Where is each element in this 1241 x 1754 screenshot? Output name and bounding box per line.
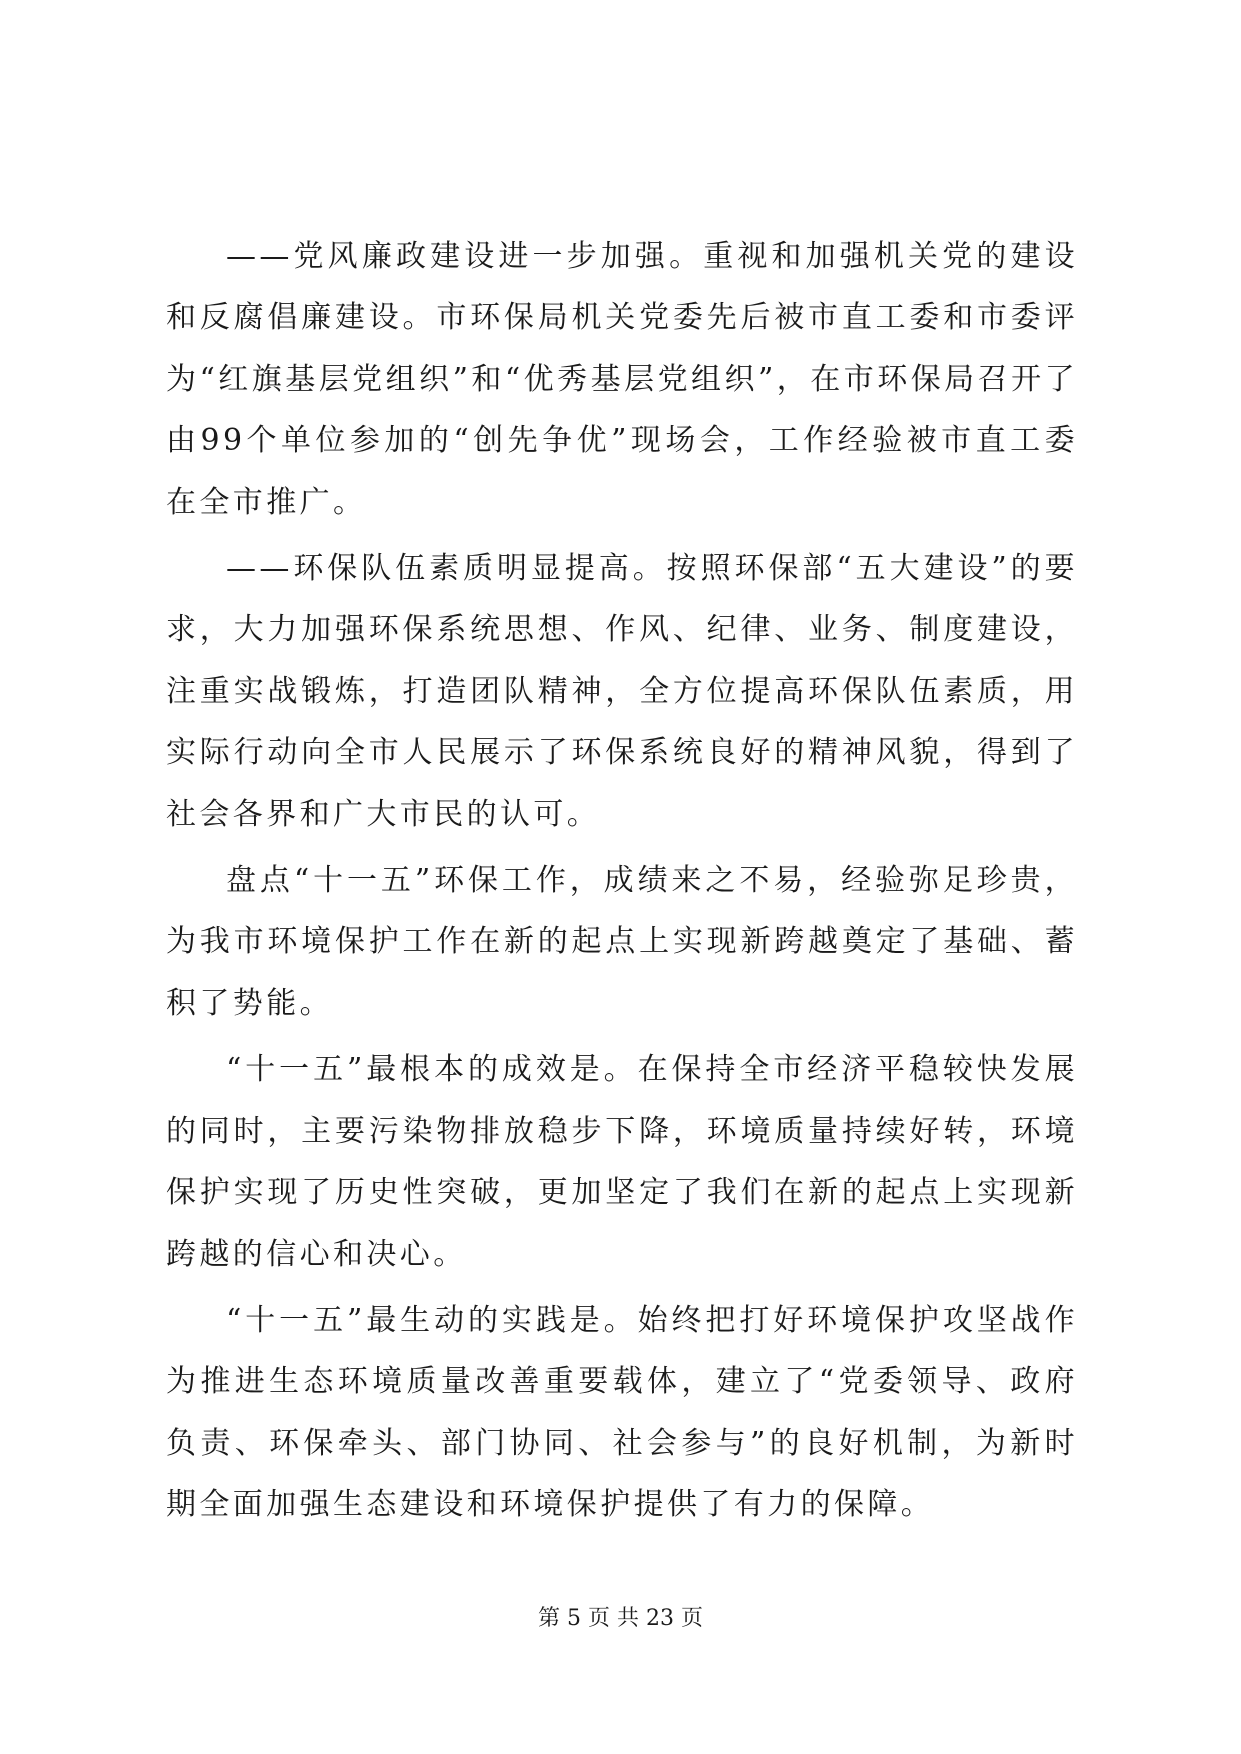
paragraph-review-summary: 盘点“十一五”环保工作，成绩来之不易，经验弥足珍贵，为我市环境保护工作在新的起点上实现新跨越奠定了基础、蓄积了势能。 [166, 863, 1078, 1021]
paragraph-team-quality: ——环保队伍素质明显提高。按照环保部“五大建设”的要求，大力加强环保系统思想、作风、纪律、业务、制度建设，注重实战锻炼，打造团队精神，全方位提高环保队伍素质，用实际行动向全市人民展示了环保系统良好的精神风貌，得到了社会各界和广大市民的认可。 [166, 551, 1078, 832]
document-body [166, 226, 1078, 1541]
page-number-footer: 第 5 页 共 23 页 [538, 1606, 703, 1631]
paragraph-party-conduct: ——党风廉政建设进一步加强。重视和加强机关党的建设和反腐倡廉建设。市环保局机关党委先后被市直工委和市委评为“红旗基层党组织”和“优秀基层党组织”，在市环保局召开了由99个单位参加的“创先争优”现场会，工作经验被市直工委在全市推广。 [166, 239, 1078, 520]
paragraph-vivid-practice: “十一五”最生动的实践是。始终把打好环境保护攻坚战作为推进生态环境质量改善重要载体，建立了“党委领导、政府负责、环保牵头、部门协同、社会参与”的良好机制，为新时期全面加强生态建设和环境保护提供了有力的保障。 [166, 1302, 1078, 1523]
paragraph-fundamental-results: “十一五”最根本的成效是。在保持全市经济平稳较快发展的同时，主要污染物排放稳步下降，环境质量持续好转，环境保护实现了历史性突破，更加坚定了我们在新的起点上实现新跨越的信心和决心。 [166, 1052, 1078, 1272]
